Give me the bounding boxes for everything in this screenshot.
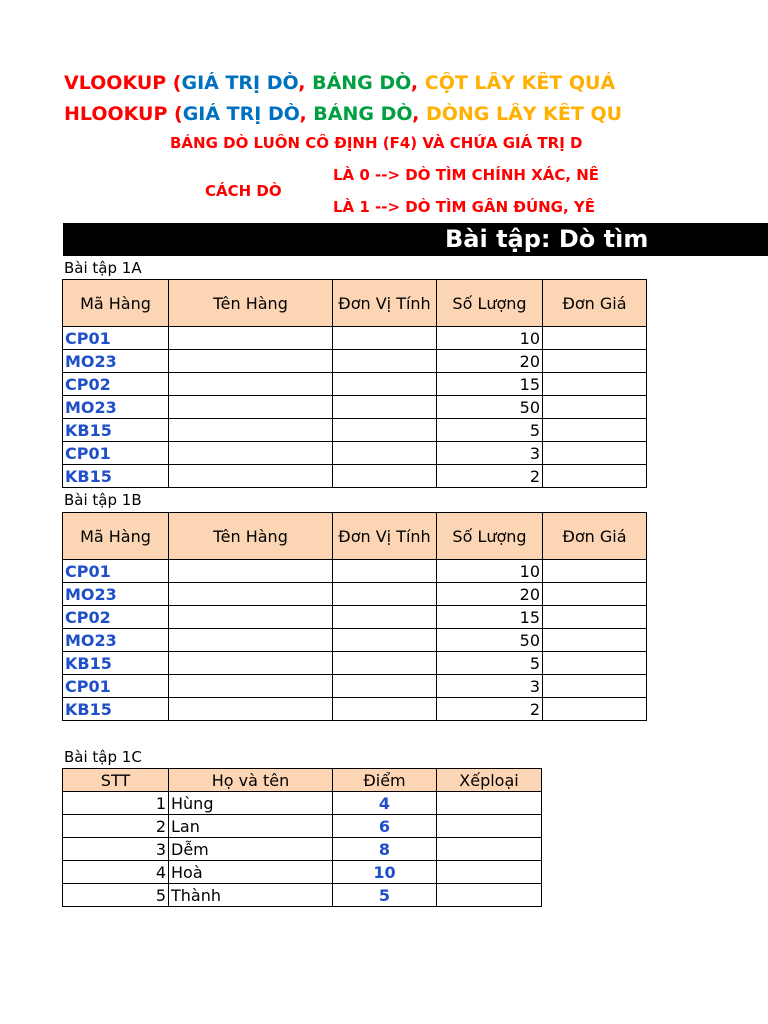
cell-qty[interactable]: 5 [437,419,543,442]
caption-1a: Bài tập 1A [64,259,142,277]
table-1c [62,768,542,907]
cell-qty[interactable]: 15 [437,606,543,629]
caption-1b: Bài tập 1B [64,491,142,509]
table-row [63,583,647,606]
cell-name[interactable] [169,583,333,606]
header-ten-hang: Tên Hàng [169,513,333,560]
header-diem: Điểm [333,769,437,792]
table-1b [62,512,647,721]
table-row [63,560,647,583]
cell-code[interactable]: MO23 [63,350,169,373]
cell-stt[interactable]: 2 [63,815,169,838]
table-row [63,350,647,373]
vlookup-syntax-line: VLOOKUP (GIÁ TRỊ DÒ, BẢNG DÒ, CỘT LẤY KẾT QUẢ [64,72,616,94]
cell-qty[interactable]: 2 [437,465,543,488]
cell-rank[interactable] [437,861,542,884]
table-row [63,792,542,815]
cell-price[interactable] [543,350,647,373]
table-row [63,442,647,465]
cell-stt[interactable]: 1 [63,792,169,815]
cell-code[interactable]: MO23 [63,583,169,606]
cell-price[interactable] [543,465,647,488]
table-row [63,465,647,488]
table-row [63,606,647,629]
cell-unit[interactable] [333,652,437,675]
cell-qty[interactable]: 15 [437,373,543,396]
cell-name[interactable]: Hùng [169,792,333,815]
table-row [63,373,647,396]
cell-qty[interactable]: 50 [437,396,543,419]
cell-name[interactable] [169,419,333,442]
cell-unit[interactable] [333,465,437,488]
cell-rank[interactable] [437,884,542,907]
cell-name[interactable] [169,560,333,583]
cell-code[interactable]: KB15 [63,652,169,675]
header-don-gia: Đơn Giá [543,280,647,327]
cell-price[interactable] [543,373,647,396]
cell-price[interactable] [543,698,647,721]
cell-name[interactable] [169,442,333,465]
table-row [63,396,647,419]
cell-code[interactable]: KB15 [63,698,169,721]
header-don-vi-tinh: Đơn Vị Tính [333,513,437,560]
cell-unit[interactable] [333,350,437,373]
table-row [63,838,542,861]
table-row [63,861,542,884]
table-row [63,698,647,721]
cell-rank[interactable] [437,838,542,861]
header-ten-hang: Tên Hàng [169,280,333,327]
cell-price[interactable] [543,396,647,419]
cell-unit[interactable] [333,419,437,442]
header-don-vi-tinh: Đơn Vị Tính [333,280,437,327]
table-row [63,419,647,442]
cell-rank[interactable] [437,792,542,815]
cell-name[interactable]: Hoà [169,861,333,884]
cell-unit[interactable] [333,629,437,652]
cell-qty[interactable]: 2 [437,698,543,721]
cell-qty[interactable]: 50 [437,629,543,652]
cell-name[interactable]: Dễm [169,838,333,861]
cell-unit[interactable] [333,698,437,721]
cell-code[interactable]: MO23 [63,396,169,419]
table-row [63,652,647,675]
table-row [63,815,542,838]
cell-name[interactable] [169,675,333,698]
table-row [63,884,542,907]
lookup-table-note: BẢNG DÒ LUÔN CỐ ĐỊNH (F4) VÀ CHỨA GIÁ TRỊ D [170,134,583,152]
cell-qty[interactable]: 10 [437,560,543,583]
cell-price[interactable] [543,652,647,675]
cell-code[interactable]: KB15 [63,419,169,442]
cell-score[interactable]: 6 [333,815,437,838]
cell-price[interactable] [543,583,647,606]
cell-stt[interactable]: 5 [63,884,169,907]
header-don-gia: Đơn Giá [543,513,647,560]
cell-qty[interactable]: 20 [437,350,543,373]
cell-price[interactable] [543,442,647,465]
cell-name[interactable] [169,327,333,350]
cell-rank[interactable] [437,815,542,838]
cell-price[interactable] [543,560,647,583]
cell-code[interactable]: KB15 [63,465,169,488]
cell-score[interactable]: 10 [333,861,437,884]
cell-name[interactable] [169,373,333,396]
header-so-luong: Số Lượng [437,513,543,560]
exact-match-note: LÀ 0 --> DÒ TÌM CHÍNH XÁC, NẾ [333,166,600,184]
cell-price[interactable] [543,419,647,442]
cell-unit[interactable] [333,675,437,698]
cell-qty[interactable]: 3 [437,675,543,698]
cell-stt[interactable]: 4 [63,861,169,884]
cell-name[interactable]: Lan [169,815,333,838]
cell-unit[interactable] [333,560,437,583]
cell-qty[interactable]: 20 [437,583,543,606]
cell-price[interactable] [543,327,647,350]
table-row [63,327,647,350]
cell-code[interactable]: CP01 [63,442,169,465]
exercise-banner [63,223,768,256]
cell-stt[interactable]: 3 [63,838,169,861]
header-so-luong: Số Lượng [437,280,543,327]
cell-qty[interactable]: 5 [437,652,543,675]
cell-unit[interactable] [333,606,437,629]
cell-code[interactable]: CP02 [63,606,169,629]
table-1a [62,279,647,488]
cell-code[interactable]: CP02 [63,373,169,396]
cell-name[interactable]: Thành [169,884,333,907]
header-ma-hang: Mã Hàng [63,280,169,327]
header-stt: STT [63,769,169,792]
cell-name[interactable] [169,629,333,652]
cell-price[interactable] [543,629,647,652]
cell-price[interactable] [543,606,647,629]
header-ho-ten: Họ và tên [169,769,333,792]
cell-code[interactable]: CP01 [63,560,169,583]
cell-score[interactable]: 8 [333,838,437,861]
cell-name[interactable] [169,652,333,675]
hlookup-syntax-line: HLOOKUP (GIÁ TRỊ DÒ, BẢNG DÒ, DÒNG LẤY KẾT QU [64,103,623,125]
table-row [63,675,647,698]
cell-unit[interactable] [333,327,437,350]
cell-unit[interactable] [333,373,437,396]
header-ma-hang: Mã Hàng [63,513,169,560]
cell-price[interactable] [543,675,647,698]
cell-score[interactable]: 5 [333,884,437,907]
cell-name[interactable] [169,606,333,629]
cell-code[interactable]: CP01 [63,327,169,350]
cell-qty[interactable]: 10 [437,327,543,350]
approx-match-note: LÀ 1 --> DÒ TÌM GẦN ĐÚNG, YÊ [333,198,596,216]
header-xep-loai: Xếploại [437,769,542,792]
cell-name[interactable] [169,396,333,419]
cell-code[interactable]: CP01 [63,675,169,698]
cell-name[interactable] [169,465,333,488]
cell-score[interactable]: 4 [333,792,437,815]
banner-title: Bài tập: Dò tìm [445,225,649,253]
cach-do-label: CÁCH DÒ [205,182,282,200]
cell-code[interactable]: MO23 [63,629,169,652]
cell-name[interactable] [169,350,333,373]
cell-unit[interactable] [333,442,437,465]
caption-1c: Bài tập 1C [64,748,142,766]
cell-unit[interactable] [333,396,437,419]
table-row [63,629,647,652]
cell-name[interactable] [169,698,333,721]
cell-unit[interactable] [333,583,437,606]
cell-qty[interactable]: 3 [437,442,543,465]
